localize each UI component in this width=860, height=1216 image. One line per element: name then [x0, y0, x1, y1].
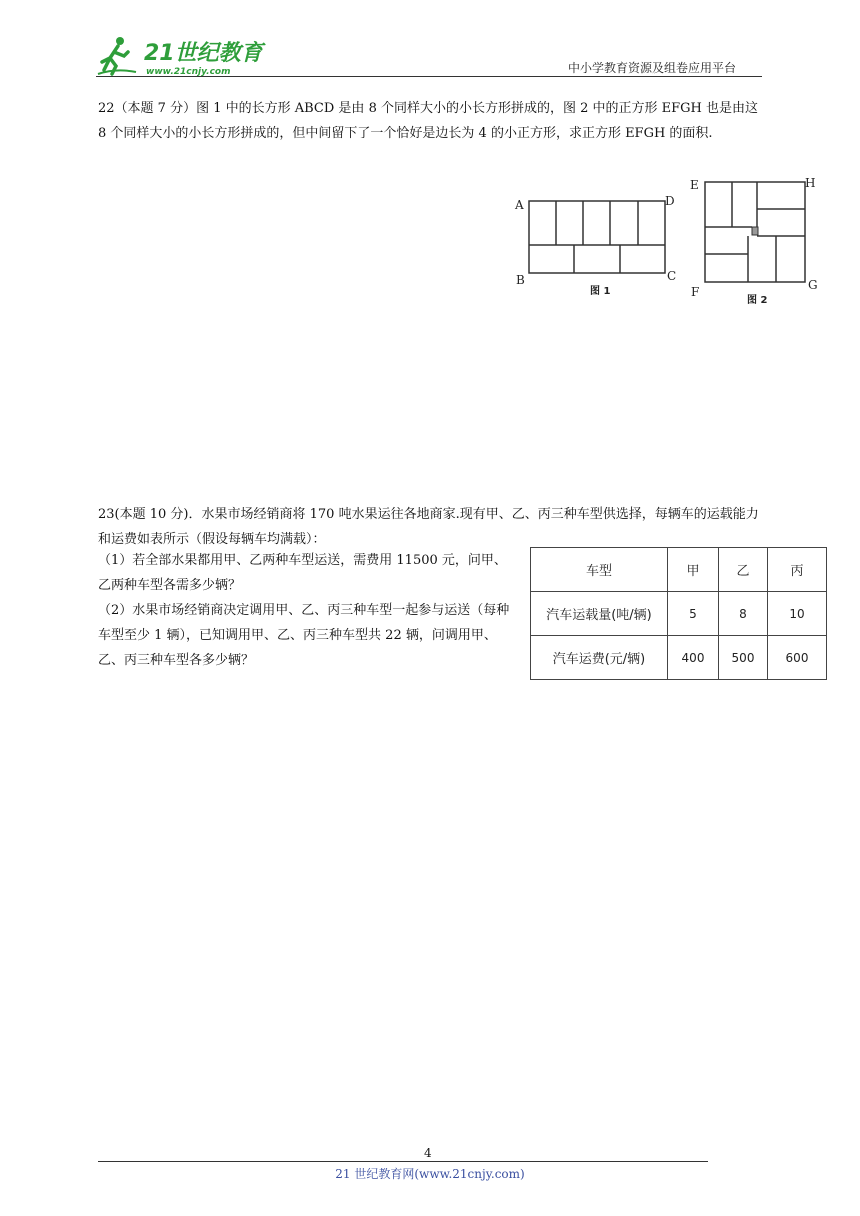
- table-row: [531, 592, 827, 636]
- table-header-cell: 丙: [768, 548, 827, 592]
- question-23-part-1: （1）若全部水果都用甲、乙两种车型运送，需费用 11500 元，问甲、乙两种车型各需多少辆？: [98, 553, 507, 593]
- footer-site-link[interactable]: 21 世纪教育网(www.21cnjy.com): [335, 1167, 525, 1181]
- header-platform-text: 中小学教育资源及组卷应用平台: [568, 61, 737, 75]
- table-cell: 汽车运费(元/辆): [531, 636, 668, 680]
- small-square-hole: [752, 227, 758, 235]
- table-cell: 600: [768, 636, 827, 680]
- header-divider: [96, 76, 762, 77]
- table-header-cell: 乙: [719, 548, 768, 592]
- figure-2-caption: 图 2: [747, 295, 768, 306]
- label-a: A: [515, 198, 524, 212]
- table-cell: 500: [719, 636, 768, 680]
- runner-icon: [98, 37, 136, 74]
- question-22-text: 22（本题 7 分）图 1 中的长方形 ABCD 是由 8 个同样大小的小长方形拼成的，图 2 中的正方形 EFGH 也是由这 8 个同样大小的小长方形拼成的，但中间留下了一个恰好是边长为 4 的小正方形，求正方形 EFGH 的面积.: [98, 101, 758, 141]
- figure-1-rectangle: [529, 201, 665, 273]
- table-header-cell: 甲: [668, 548, 719, 592]
- label-d: D: [665, 194, 675, 208]
- question-22-figure: [510, 172, 820, 312]
- label-g: G: [808, 278, 818, 292]
- question-23-intro: 23(本题 10 分)．水果市场经销商将 170 吨水果运往各地商家.现有甲、乙、丙三种车型供选择，每辆车的运载能力和运费如表所示（假设每辆车均满载）：: [98, 507, 759, 547]
- table-cell: 5: [668, 592, 719, 636]
- label-b: B: [516, 273, 525, 287]
- table-cell: 汽车运载量(吨/辆): [531, 592, 668, 636]
- table-cell: 10: [768, 592, 827, 636]
- table-header-row: [531, 548, 827, 592]
- label-c: C: [667, 269, 677, 283]
- question-23-parts: [98, 548, 518, 673]
- figure-1-caption: 图 1: [590, 286, 611, 297]
- table-cell: 400: [668, 636, 719, 680]
- page-number: 4: [424, 1146, 432, 1160]
- table-cell: 8: [719, 592, 768, 636]
- logo-text: 21世纪教育: [144, 41, 263, 66]
- label-e: E: [690, 178, 699, 192]
- logo-url: www.21cnjy.com: [146, 67, 231, 77]
- table-header-cell: 车型: [531, 548, 668, 592]
- site-logo: [96, 34, 266, 78]
- vehicle-table: [530, 547, 827, 680]
- label-f: F: [691, 285, 700, 299]
- table-row: [531, 636, 827, 680]
- footer-divider: [98, 1161, 708, 1162]
- question-23-part-2: （2）水果市场经销商决定调用甲、乙、丙三种车型一起参与运送（每种车型至少 1 辆），已知调用甲、乙、丙三种车型共 22 辆，问调用甲、乙、丙三种车型各多少辆？: [98, 603, 510, 668]
- label-h: H: [805, 176, 816, 190]
